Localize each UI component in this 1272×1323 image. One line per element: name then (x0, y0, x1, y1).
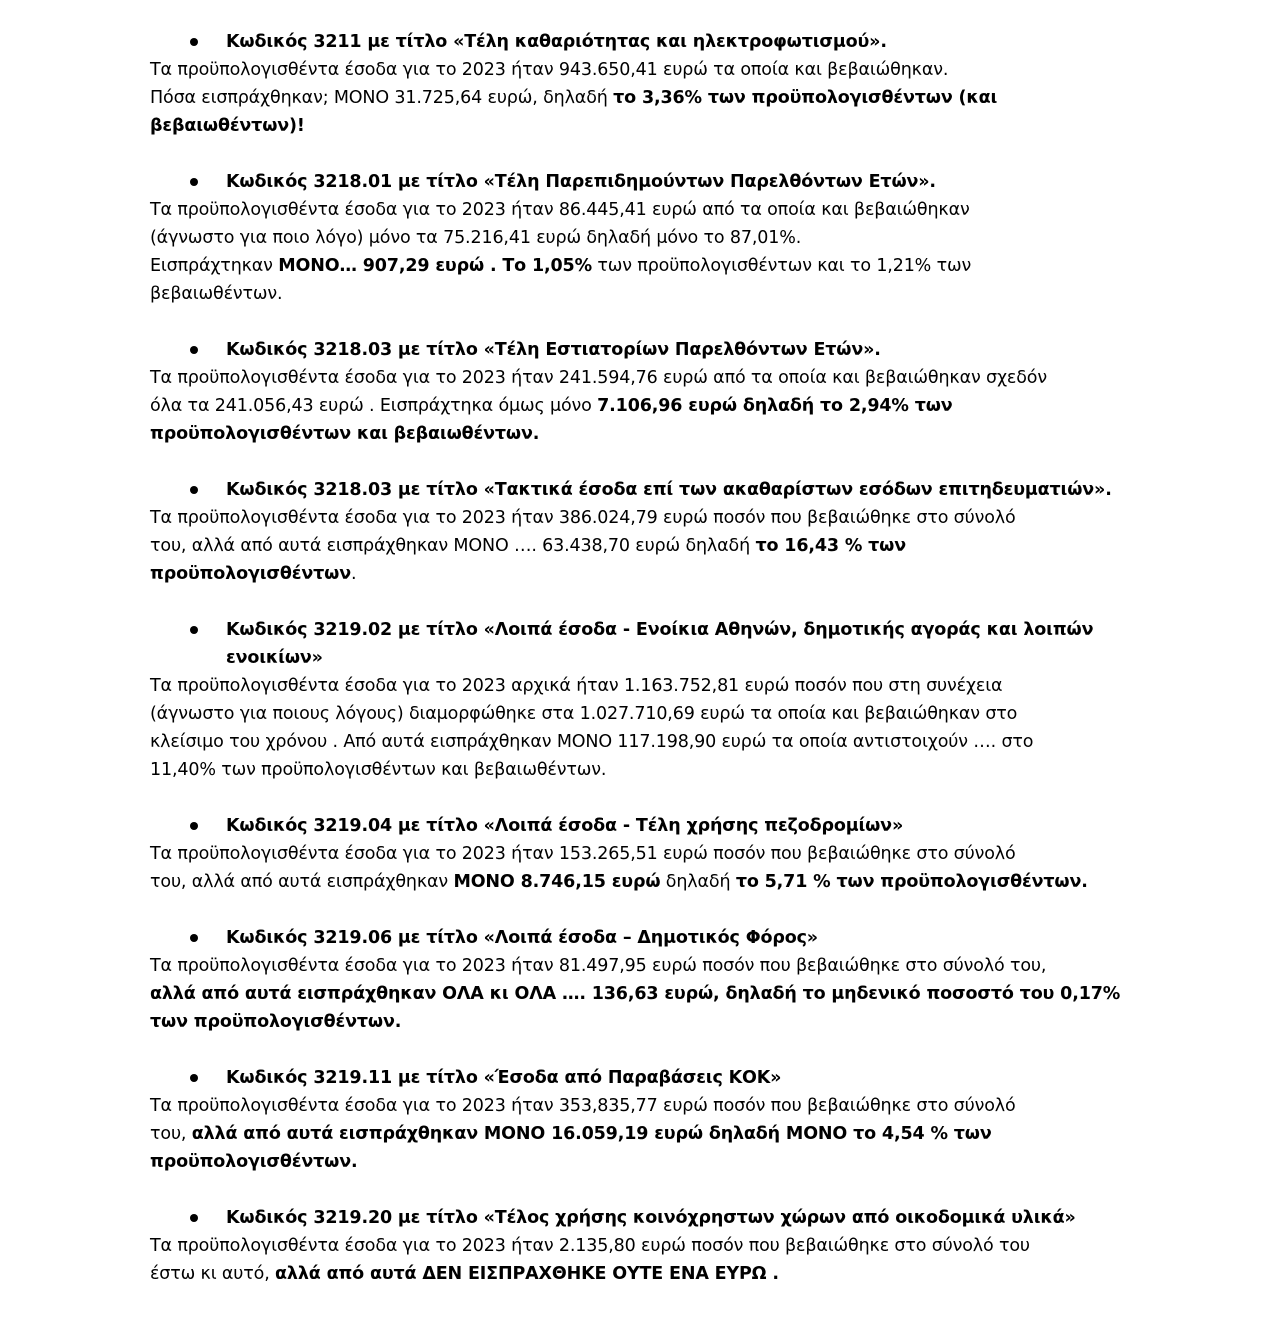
revenue-section (150, 616, 1140, 784)
body-text: Τα προϋπολογισθέντα έσοδα για το 2023 ήταν 353,835,77 ευρώ ποσόν που βεβαιώθηκε στο σύνολό (150, 1096, 1016, 1116)
body-line (150, 1260, 1140, 1288)
section-heading (150, 28, 1140, 56)
emphasis-text: το 16,43 % των (755, 536, 907, 556)
emphasis-text: των προϋπολογισθέντων. (150, 1012, 402, 1032)
body-line (150, 280, 1140, 308)
emphasis-text: προϋπολογισθέντων και βεβαιωθέντων. (150, 424, 540, 444)
body-text: Πόσα εισπράχθηκαν; ΜΟΝΟ 31.725,64 ευρώ, δηλαδή (150, 88, 614, 108)
section-heading-text: Κωδικός 3219.04 με τίτλο «Λοιπά έσοδα - Τέλη χρήσης πεζοδρομίων» (226, 816, 904, 836)
body-line (150, 840, 1140, 868)
section-heading (150, 812, 1140, 840)
body-text: βεβαιωθέντων. (150, 284, 283, 304)
body-line (150, 672, 1140, 700)
body-text: Τα προϋπολογισθέντα έσοδα για το 2023 ήταν 386.024,79 ευρώ ποσόν που βεβαιώθηκε στο σύνολό (150, 508, 1016, 528)
body-text: Τα προϋπολογισθέντα έσοδα για το 2023 ήταν 81.497,95 ευρώ ποσόν που βεβαιώθηκε στο σύνολό του, (150, 956, 1047, 976)
body-line (150, 1008, 1140, 1036)
body-text: Τα προϋπολογισθέντα έσοδα για το 2023 ήταν 241.594,76 ευρώ από τα οποία και βεβαιώθηκαν σχεδόν (150, 368, 1047, 388)
body-line (150, 196, 1140, 224)
section-heading (150, 336, 1140, 364)
emphasis-text: αλλά από αυτά εισπράχθηκαν ΟΛΑ κι ΟΛΑ …. 136,63 ευρώ, δηλαδή το μηδενικό ποσοστό του 0,17% (150, 984, 1121, 1004)
body-line (150, 756, 1140, 784)
revenue-section (150, 336, 1140, 448)
body-line (150, 224, 1140, 252)
body-line (150, 560, 1140, 588)
body-text: του, αλλά από αυτά εισπράχθηκαν (150, 872, 454, 892)
body-line (150, 868, 1140, 896)
body-line (150, 1120, 1140, 1148)
body-text: Εισπράχτηκαν (150, 256, 279, 276)
section-heading (150, 168, 1140, 196)
bullet-icon (190, 1214, 198, 1222)
revenue-section (150, 476, 1140, 588)
bullet-icon (190, 822, 198, 830)
bullet-icon (190, 626, 198, 634)
body-text: του, αλλά από αυτά εισπράχθηκαν ΜΟΝΟ …. 63.438,70 ευρώ δηλαδή (150, 536, 756, 556)
revenue-section (150, 924, 1140, 1036)
section-heading-text: Κωδικός 3218.01 με τίτλο «Τέλη Παρεπιδημούντων Παρελθόντων Ετών». (226, 172, 936, 192)
revenue-section (150, 1064, 1140, 1176)
body-text: όλα τα 241.056,43 ευρώ . Εισπράχτηκα όμως μόνο (150, 396, 598, 416)
revenue-section (150, 812, 1140, 896)
body-line (150, 392, 1140, 420)
body-line (150, 532, 1140, 560)
body-text: 11,40% των προϋπολογισθέντων και βεβαιωθέντων. (150, 760, 607, 780)
emphasis-text: αλλά από αυτά εισπράχθηκαν ΜΟΝΟ 16.059,19 ευρώ δηλαδή ΜΟΝΟ το 4,54 % των (191, 1124, 992, 1144)
body-line (150, 56, 1140, 84)
emphasis-text: προϋπολογισθέντων. (150, 1152, 358, 1172)
revenue-section (150, 28, 1140, 140)
body-line (150, 84, 1140, 112)
section-heading-text: Κωδικός 3211 με τίτλο «Τέλη καθαριότητας και ηλεκτροφωτισμού». (226, 32, 887, 52)
section-heading-text: Κωδικός 3218.03 με τίτλο «Τέλη Εστιατορίων Παρελθόντων Ετών». (226, 340, 881, 360)
body-text: Τα προϋπολογισθέντα έσοδα για το 2023 ήταν 86.445,41 ευρώ από τα οποία και βεβαιώθηκαν (150, 200, 970, 220)
bullet-icon (190, 346, 198, 354)
body-text: κλείσιμο του χρόνου . Από αυτά εισπράχθηκαν ΜΟΝΟ 117.198,90 ευρώ τα οποία αντιστοιχούν …. στο (150, 732, 1034, 752)
section-heading (150, 1064, 1140, 1092)
body-text: (άγνωστο για ποιους λόγους) διαμορφώθηκε στα 1.027.710,69 ευρώ τα οποία και βεβαιώθηκαν στο (150, 704, 1018, 724)
section-heading-text: Κωδικός 3218.03 με τίτλο «Τακτικά έσοδα επί των ακαθαρίστων εσόδων επιτηδευματιών». (226, 480, 1112, 500)
body-line (150, 112, 1140, 140)
section-heading (150, 476, 1140, 504)
section-heading-text: Κωδικός 3219.06 με τίτλο «Λοιπά έσοδα – Δημοτικός Φόρος» (226, 928, 818, 948)
emphasis-text: βεβαιωθέντων)! (150, 116, 305, 136)
emphasis-text: ΜΟΝΟ 8.746,15 ευρώ (453, 872, 661, 892)
body-line (150, 504, 1140, 532)
body-text: Τα προϋπολογισθέντα έσοδα για το 2023 ήταν 153.265,51 ευρώ ποσόν που βεβαιώθηκε στο σύνολό (150, 844, 1016, 864)
body-line (150, 952, 1140, 980)
bullet-icon (190, 934, 198, 942)
body-line (150, 700, 1140, 728)
section-heading (150, 924, 1140, 952)
emphasis-text: το 5,71 % των προϋπολογισθέντων. (735, 872, 1088, 892)
body-text: Τα προϋπολογισθέντα έσοδα για το 2023 αρχικά ήταν 1.163.752,81 ευρώ ποσόν που στη συνέχεια (150, 676, 1003, 696)
section-heading (150, 1204, 1140, 1232)
body-line (150, 728, 1140, 756)
body-line (150, 1148, 1140, 1176)
bullet-icon (190, 178, 198, 186)
emphasis-text: το 3,36% των προϋπολογισθέντων (και (613, 88, 998, 108)
body-line (150, 364, 1140, 392)
bullet-icon (190, 1074, 198, 1082)
body-line (150, 420, 1140, 448)
emphasis-text: ΜΟΝΟ… 907,29 ευρώ . Το 1,05% (278, 256, 592, 276)
body-text: έστω κι αυτό, (150, 1264, 276, 1284)
emphasis-text: αλλά από αυτά ΔΕΝ ΕΙΣΠΡΑΧΘΗΚΕ ΟΥΤΕ ΕΝΑ ΕΥΡΩ . (275, 1264, 779, 1284)
body-line (150, 1092, 1140, 1120)
body-text: δηλαδή (660, 872, 736, 892)
bullet-icon (190, 486, 198, 494)
body-line (150, 252, 1140, 280)
revenue-section (150, 168, 1140, 308)
emphasis-text: 7.106,96 ευρώ δηλαδή το 2,94% των (597, 396, 953, 416)
body-text: Τα προϋπολογισθέντα έσοδα για το 2023 ήταν 2.135,80 ευρώ ποσόν που βεβαιώθηκε στο σύνολό του (150, 1236, 1030, 1256)
body-text: Τα προϋπολογισθέντα έσοδα για το 2023 ήταν 943.650,41 ευρώ τα οποία και βεβαιώθηκαν. (150, 60, 949, 80)
section-heading (150, 616, 1140, 672)
emphasis-text: προϋπολογισθέντων (150, 564, 351, 584)
body-line (150, 980, 1140, 1008)
body-text: του, (150, 1124, 192, 1144)
body-text: . (350, 564, 357, 584)
section-heading-text: Κωδικός 3219.11 με τίτλο «Έσοδα από Παραβάσεις ΚΟΚ» (226, 1068, 782, 1088)
body-text: των προϋπολογισθέντων και το 1,21% των (591, 256, 972, 276)
body-text: (άγνωστο για ποιο λόγο) μόνο τα 75.216,41 ευρώ δηλαδή μόνο το 87,01%. (150, 228, 802, 248)
section-heading-text: Κωδικός 3219.02 με τίτλο «Λοιπά έσοδα - Ενοίκια Αθηνών, δημοτικής αγοράς και λοιπών ενοικίων» (226, 620, 1094, 668)
document-body (150, 28, 1140, 1316)
revenue-section (150, 1204, 1140, 1288)
body-line (150, 1232, 1140, 1260)
bullet-icon (190, 38, 198, 46)
section-heading-text: Κωδικός 3219.20 με τίτλο «Τέλος χρήσης κοινόχρηστων χώρων από οικοδομικά υλικά» (226, 1208, 1076, 1228)
